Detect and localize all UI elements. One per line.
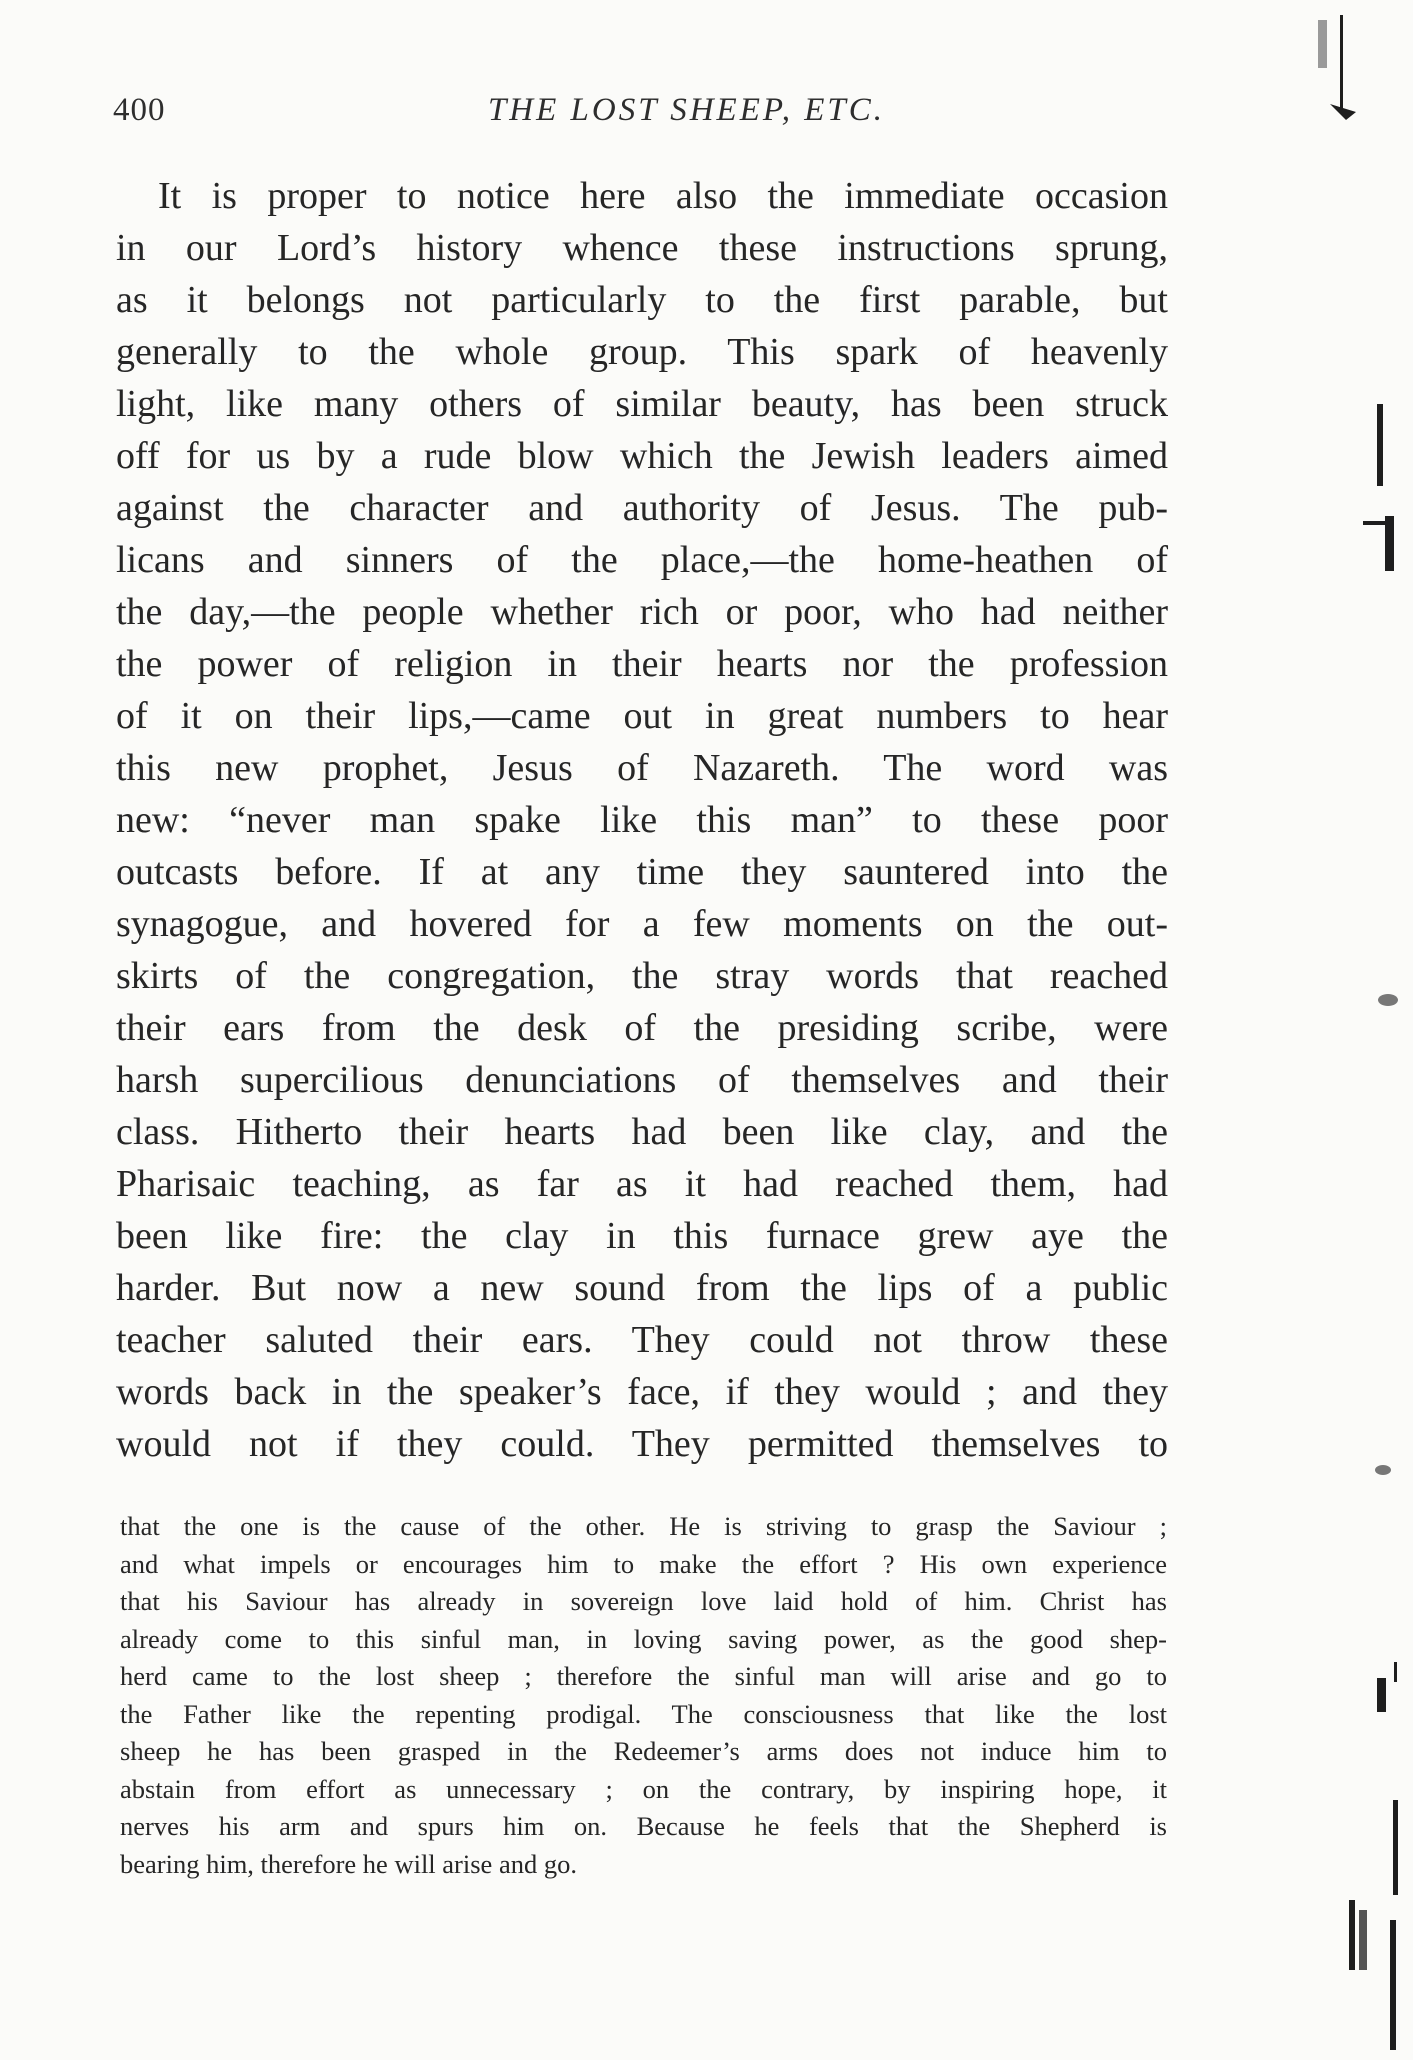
- body-line: words back in the speaker’s face, if they would ; and they: [116, 1371, 1168, 1413]
- footnote-line: bearing him, therefore he will arise and go.: [120, 1848, 577, 1879]
- footnote-line: herd came to the lost sheep ; therefore the sinful man will arise and go to: [120, 1661, 1167, 1691]
- body-line: their ears from the desk of the presiding scribe, were: [116, 1007, 1168, 1049]
- body-line: skirts of the congregation, the stray words that reached: [116, 955, 1168, 997]
- running-head: THE LOST SHEEP, ETC.: [487, 92, 886, 128]
- body-line: as it belongs not particularly to the first parable, but: [116, 279, 1168, 321]
- body-line: the day,—the people whether rich or poor, who had neither: [116, 591, 1168, 633]
- body-line: generally to the whole group. This spark of heavenly: [116, 331, 1168, 373]
- body-line: in our Lord’s history whence these instructions sprung,: [116, 227, 1168, 269]
- body-paragraph: [116, 170, 1168, 1470]
- body-line: harder. But now a new sound from the lips of a public: [116, 1267, 1168, 1309]
- body-line: harsh supercilious denunciations of themselves and their: [116, 1059, 1168, 1101]
- footnote: [120, 1508, 1167, 1883]
- body-line: class. Hitherto their hearts had been like clay, and the: [116, 1111, 1168, 1153]
- body-line: Pharisaic teaching, as far as it had reached them, had: [116, 1163, 1168, 1205]
- body-line: been like fire: the clay in this furnace grew aye the: [116, 1215, 1168, 1257]
- body-line: off for us by a rude blow which the Jewish leaders aimed: [116, 435, 1168, 477]
- body-line: of it on their lips,—came out in great numbers to hear: [116, 695, 1168, 737]
- body-line: this new prophet, Jesus of Nazareth. The word was: [116, 747, 1168, 789]
- body-line: the power of religion in their hearts nor the profession: [116, 643, 1168, 685]
- footnote-line: abstain from effort as unnecessary ; on the contrary, by inspiring hope, it: [120, 1773, 1167, 1804]
- body-line: teacher saluted their ears. They could not throw these: [116, 1319, 1168, 1361]
- footnote-line: already come to this sinful man, in loving saving power, as the good shep-: [120, 1623, 1167, 1654]
- footnote-line: that his Saviour has already in sovereign love laid hold of him. Christ has: [120, 1586, 1167, 1616]
- body-line: synagogue, and hovered for a few moments on the out-: [116, 903, 1168, 945]
- page-number: 400: [113, 92, 166, 128]
- footnote-line: sheep he has been grasped in the Redeemer’s arms does not induce him to: [120, 1736, 1167, 1766]
- body-line: light, like many others of similar beauty, has been struck: [116, 383, 1168, 425]
- footnote-line: nerves his arm and spurs him on. Because he feels that the Shepherd is: [120, 1811, 1167, 1841]
- footnote-line: the Father like the repenting prodigal. The consciousness that like the lost: [120, 1698, 1167, 1729]
- body-line: would not if they could. They permitted themselves to: [116, 1423, 1168, 1465]
- footnote-line: and what impels or encourages him to make the effort ? His own experience: [120, 1548, 1167, 1579]
- body-line: new: “never man spake like this man” to these poor: [116, 799, 1168, 841]
- footnote-line: that the one is the cause of the other. He is striving to grasp the Saviour ;: [120, 1511, 1167, 1541]
- body-line: outcasts before. If at any time they sauntered into the: [116, 851, 1168, 893]
- body-line: against the character and authority of Jesus. The pub-: [116, 487, 1168, 529]
- body-line: licans and sinners of the place,—the home-heathen of: [116, 539, 1168, 581]
- body-line: It is proper to notice here also the immediate occasion: [158, 175, 1168, 217]
